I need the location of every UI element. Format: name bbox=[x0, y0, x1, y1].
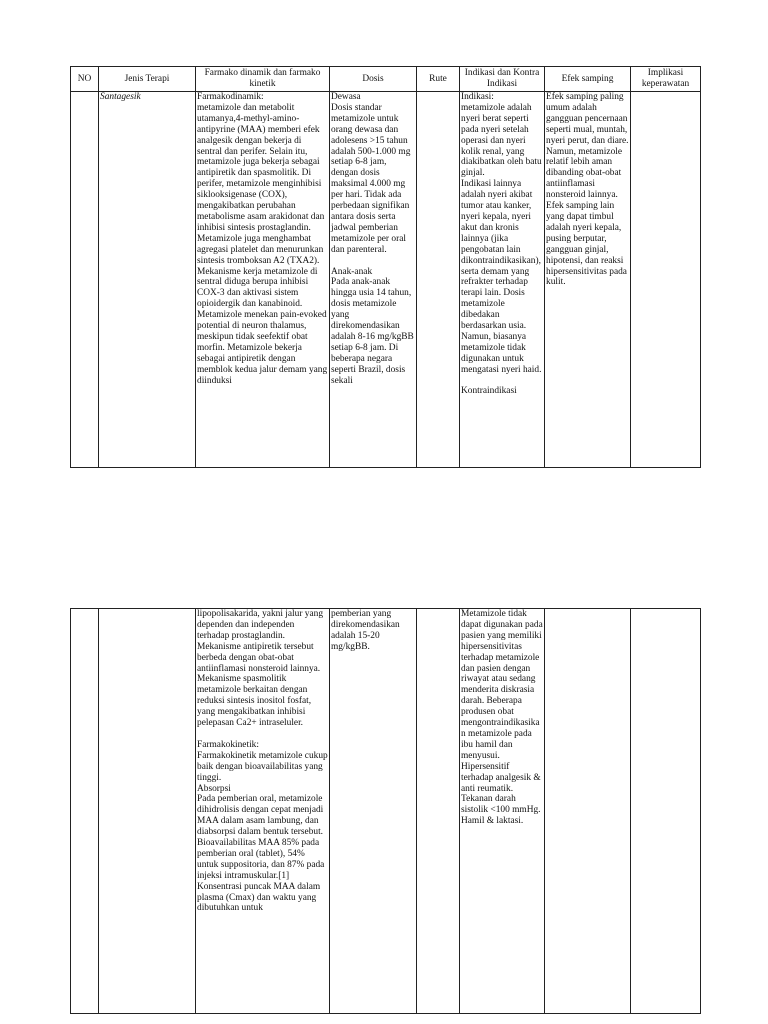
cell-dosis: Dewasa Dosis standar metamizole untuk orang dewasa dan adolesens >15 tahun adalah 500-1.000 mg setiap 6-8 jam, dengan dosis maksimal 4.000 mg per hari. Tidak ada perbedaan signifikan antara dosis serta jadwal pemberian metamizole per oral dan parenteral. Anak-anak Pada anak-anak hingga usia 14 tahun, dosis metamizole yang direkomendasikan adalah 8-16 mg/kgBB setiap 6-8 jam. Di beberapa negara seperti Brazil, dosis sekali bbox=[330, 92, 417, 468]
cell-indikasi: Indikasi: metamizole adalah nyeri berat seperti pada nyeri setelah operasi dan nyeri kolik renal, yang diakibatkan oleh batu ginjal. Indikasi lainnya adalah nyeri akibat tumor atau kanker, nyeri kepala, nyeri akut dan kronis lainnya (jika pengobatan lain dikontraindikasikan), serta demam yang refrakter terhadap terapi lain. Dosis metamizole dibedakan berdasarkan usia. Namun, biasanya metamizole tidak digunakan untuk mengatasi nyeri haid. Kontraindikasi bbox=[460, 92, 545, 468]
header-dosis: Dosis bbox=[330, 67, 417, 92]
cell-indikasi: Metamizole tidak dapat digunakan pada pasien yang memiliki hipersensitivitas terhadap metamizole dan pasien dengan riwayat atau sedang menderita diskrasia darah. Beberapa produsen obat mengontraindikasikan metamizole pada ibu hamil dan menyusui. Hipersensitif terhadap analgesik & anti reumatik. Tekanan darah sistolik <100 mmHg. Hamil & laktasi. bbox=[460, 609, 545, 1014]
header-rute: Rute bbox=[417, 67, 460, 92]
header-indikasi: Indikasi dan Kontra Indikasi bbox=[460, 67, 545, 92]
cell-dosis: pemberian yang direkomendasikan adalah 15-20 mg/kgBB. bbox=[330, 609, 417, 1014]
table-row bbox=[71, 609, 701, 1014]
cell-efek-samping bbox=[545, 609, 631, 1014]
cell-jenis-terapi bbox=[99, 609, 196, 1014]
header-efek-samping: Efek samping bbox=[545, 67, 631, 92]
cell-efek-samping: Efek samping paling umum adalah gangguan pencernaan seperti mual, muntah, nyeri perut, dan diare. Namun, metamizole relatif lebih aman dibanding obat-obat antiinflamasi nonsteroid lainnya. Efek samping lain yang dapat timbul adalah nyeri kepala, pusing berputar, gangguan ginjal, hipotensi, dan reaksi hipersensitivitas pada kulit. bbox=[545, 92, 631, 468]
cell-implikasi bbox=[631, 609, 701, 1014]
cell-rute bbox=[417, 609, 460, 1014]
cell-rute bbox=[417, 92, 460, 468]
drug-table-top bbox=[70, 66, 701, 468]
table-header-row bbox=[71, 67, 701, 92]
header-farmako: Farmako dinamik dan farmako kinetik bbox=[196, 67, 330, 92]
header-implikasi: Implikasi keperawatan bbox=[631, 67, 701, 92]
header-no: NO bbox=[71, 67, 99, 92]
drug-table-continued bbox=[70, 608, 701, 1014]
cell-no bbox=[71, 92, 99, 468]
cell-no bbox=[71, 609, 99, 1014]
cell-farmako: Farmakodinamik: metamizole dan metabolit utamanya,4-methyl-amino-antipyrine (MAA) memberi efek analgesik dengan bekerja di sentral dan perifer. Selain itu, metamizole juga bekerja sebagai antipiretik dan spasmolitik. Di perifer, metamizole menginhibisi siklooksigenase (COX), mengakibatkan perubahan metabolisme asam arakidonat dan inhibisi sintesis prostaglandin. Metamizole juga menghambat agregasi platelet dan menurunkan sintesis tromboksan A2 (TXA2). Mekanisme kerja metamizole di sentral diduga berupa inhibisi COX-3 dan aktivasi sistem opioidergik dan kanabinoid. Metamizole menekan pain-evoked potential di neuron thalamus, meskipun tidak seefektif obat morfin. Metamizole bekerja sebagai antipiretik dengan memblok kedua jalur demam yang diinduksi bbox=[196, 92, 330, 468]
table-row bbox=[71, 92, 701, 468]
cell-jenis-terapi: Santagesik bbox=[99, 92, 196, 468]
header-jenis-terapi: Jenis Terapi bbox=[99, 67, 196, 92]
cell-implikasi bbox=[631, 92, 701, 468]
cell-farmako: lipopolisakarida, yakni jalur yang dependen dan independen terhadap prostaglandin. Mekanisme antipiretik tersebut berbeda dengan obat-obat antiinflamasi nonsteroid lainnya. Mekanisme spasmolitik metamizole berkaitan dengan reduksi sintesis inositol fosfat, yang mengakibatkan inhibisi pelepasan Ca2+ intraseluler. Farmakokinetik: Farmakokinetik metamizole cukup baik dengan bioavailabilitas yang tinggi. Absorpsi Pada pemberian oral, metamizole dihidrolisis dengan cepat menjadi MAA dalam asam lambung, dan diabsorpsi dalam bentuk tersebut. Bioavailabilitas MAA 85% pada pemberian oral (tablet), 54% untuk suppositoria, dan 87% pada injeksi intramuskular.[1] Konsentrasi puncak MAA dalam plasma (Cmax) dan waktu yang dibutuhkan untuk bbox=[196, 609, 330, 1014]
